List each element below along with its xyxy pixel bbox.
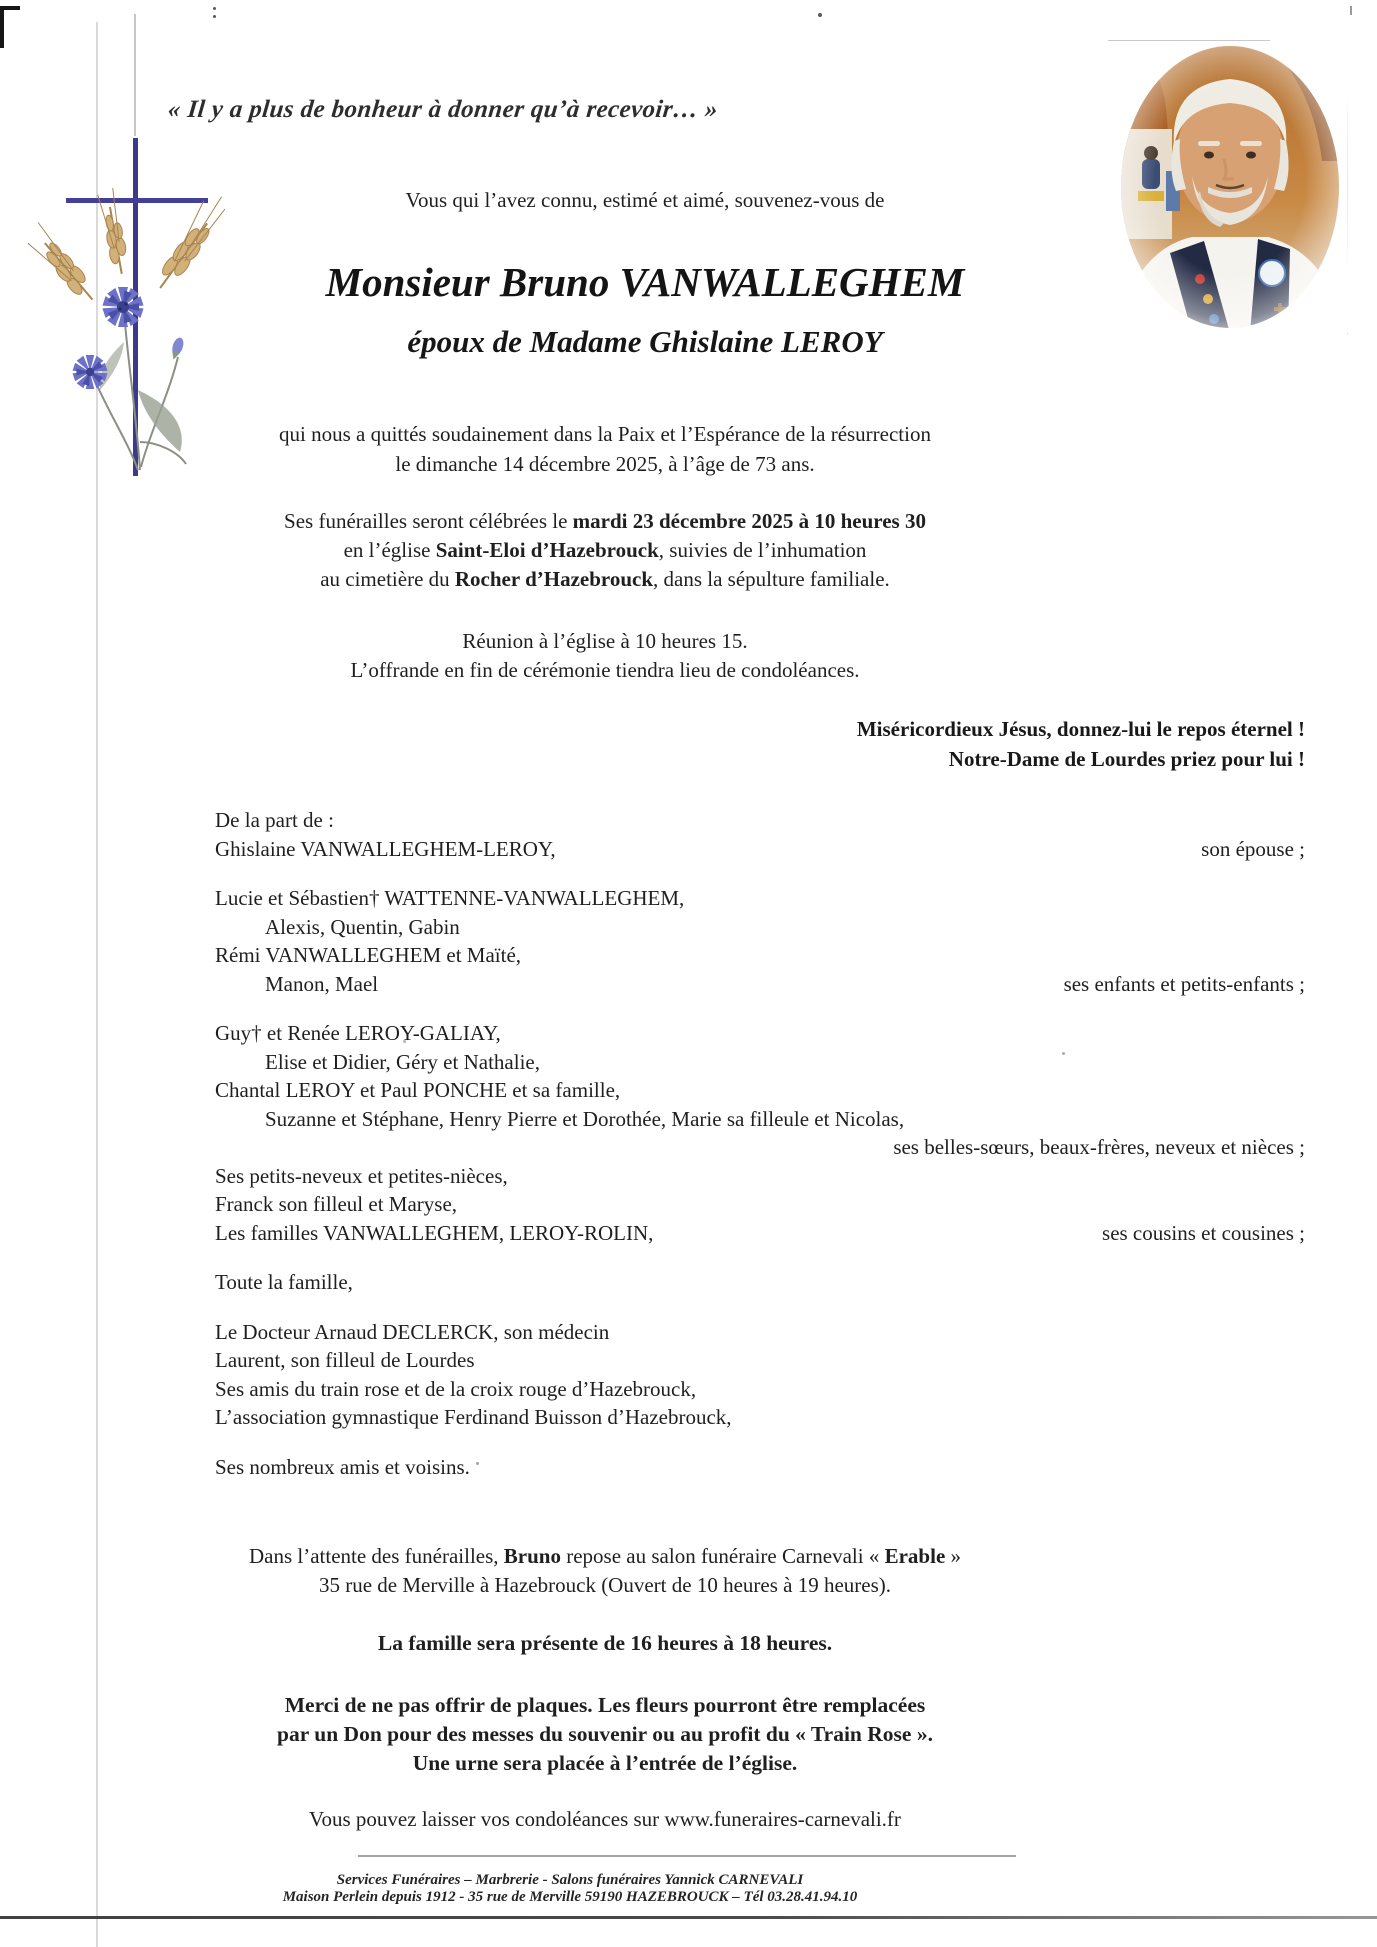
relation-label: ses belles-sœurs, beaux-frères, neveux et nièces ; xyxy=(893,1135,1305,1159)
death-paragraph xyxy=(135,419,1075,479)
death-line: le dimanche 14 décembre 2025, à l’âge de 73 ans. xyxy=(395,452,815,476)
family-member: Suzanne et Stéphane, Henry Pierre et Dorothée, Marie sa filleule et Nicolas, xyxy=(265,1106,905,1131)
family-member: Ghislaine VANWALLEGHEM-LEROY, xyxy=(215,836,556,861)
family-member: Franck son filleul et Maryse, xyxy=(215,1192,458,1216)
footer-line: Maison Perlein depuis 1912 - 35 rue de Merville 59190 HAZEBROUCK – Tél 03.28.41.94.10 xyxy=(282,1889,858,1905)
wake-paragraph xyxy=(135,1542,1075,1600)
scan-speck xyxy=(213,7,216,10)
relation-label: ses cousins et cousines ; xyxy=(1102,1220,1305,1245)
family-row xyxy=(215,835,1305,864)
page-bottom-rule xyxy=(0,1916,1377,1919)
flowers-notice xyxy=(135,1691,1075,1778)
meeting-paragraph xyxy=(135,627,1075,685)
family-row xyxy=(215,941,1305,970)
family-row xyxy=(215,1268,1305,1297)
family-member: Chantal LEROY et Paul PONCHE et sa famille, xyxy=(215,1078,621,1102)
family-row xyxy=(215,1346,1305,1375)
flowers-line: par un Don pour des messes du souvenir ou au profit du « Train Rose ». xyxy=(277,1722,933,1746)
family-member: L’association gymnastique Ferdinand Buisson d’Hazebrouck, xyxy=(215,1405,732,1429)
family-list xyxy=(215,806,1305,1481)
family-member: Laurent, son filleul de Lourdes xyxy=(215,1348,475,1372)
family-member: Toute la famille, xyxy=(215,1270,353,1294)
death-line: qui nous a quittés soudainement dans la Paix et l’Espérance de la résurrection xyxy=(279,422,931,446)
meeting-line: L’offrande en fin de cérémonie tiendra lieu de condoléances. xyxy=(350,658,860,682)
family-row xyxy=(215,913,1305,942)
family-member: Ses nombreux amis et voisins. xyxy=(215,1454,470,1479)
family-row xyxy=(215,1318,1305,1347)
family-member: Manon, Mael xyxy=(265,971,379,996)
funeral-line: Ses funérailles seront célébrées le mardi 23 décembre 2025 à 10 heures 30 xyxy=(284,509,926,533)
opening-quote: « Il y a plus de bonheur à donner qu’à recevoir… » xyxy=(166,96,720,123)
prayer-invocation xyxy=(560,714,1305,774)
prayer-line: Notre-Dame de Lourdes priez pour lui ! xyxy=(948,747,1305,771)
intro-line: Vous qui l’avez connu, estimé et aimé, souvenez-vous de xyxy=(405,188,885,212)
family-member: Le Docteur Arnaud DECLERCK, son médecin xyxy=(215,1319,610,1344)
scan-speck xyxy=(818,13,822,17)
funeral-line: en l’église Saint-Eloi d’Hazebrouck, suivies de l’inhumation xyxy=(343,538,867,562)
family-member: Ses amis du train rose et de la croix rouge d’Hazebrouck, xyxy=(215,1376,697,1401)
family-row xyxy=(215,1190,1305,1219)
family-row xyxy=(215,1453,1305,1482)
family-row xyxy=(215,806,1305,835)
family-row xyxy=(215,1076,1305,1105)
family-row xyxy=(215,970,1305,999)
family-row xyxy=(215,1133,1305,1162)
flowers-line: Merci de ne pas offrir de plaques. Les fleurs pourront être remplacées xyxy=(284,1693,926,1717)
footer-line: Services Funéraires – Marbrerie - Salons funéraires Yannick CARNEVALI xyxy=(336,1872,804,1888)
family-member: Guy† et Renée LEROY-GALIAY, xyxy=(215,1021,501,1045)
funeral-paragraph xyxy=(135,507,1075,594)
condolences-website-line: Vous pouvez laisser vos condoléances sur www.funeraires-carnevali.fr xyxy=(309,1807,901,1831)
relation-label: son épouse ; xyxy=(1201,836,1305,861)
relation-label: ses enfants et petits-enfants ; xyxy=(1063,971,1305,996)
family-member: Lucie et Sébastien† WATTENNE-VANWALLEGHEM, xyxy=(215,886,685,910)
scan-speck xyxy=(1350,6,1352,15)
family-member: Alexis, Quentin, Gabin xyxy=(265,914,460,939)
family-presence-line: La famille sera présente de 16 heures à 18 heures. xyxy=(377,1631,833,1655)
family-member: De la part de : xyxy=(215,808,334,832)
family-row xyxy=(215,884,1305,913)
family-row xyxy=(215,1105,1305,1134)
footer-divider xyxy=(358,1855,1016,1857)
family-member: Elise et Didier, Géry et Nathalie, xyxy=(265,1049,540,1074)
family-member: Les familles VANWALLEGHEM, LEROY-ROLIN, xyxy=(215,1220,654,1245)
wake-line: 35 rue de Merville à Hazebrouck (Ouvert de 10 heures à 19 heures). xyxy=(318,1573,891,1597)
family-row xyxy=(215,1375,1305,1404)
flowers-line: Une urne sera placée à l’entrée de l’église. xyxy=(412,1751,798,1775)
family-row xyxy=(215,1162,1305,1191)
wake-line: Dans l’attente des funérailles, Bruno repose au salon funéraire Carnevali « Erable » xyxy=(248,1544,962,1568)
family-member: Ses petits-neveux et petites-nièces, xyxy=(215,1163,508,1188)
funeral-line: au cimetière du Rocher d’Hazebrouck, dans la sépulture familiale. xyxy=(320,567,890,591)
prayer-line: Miséricordieux Jésus, donnez-lui le repos éternel ! xyxy=(856,717,1305,741)
family-row xyxy=(215,1048,1305,1077)
spouse-line: époux de Madame Ghislaine LEROY xyxy=(407,324,883,359)
family-row xyxy=(215,1403,1305,1432)
family-member: Rémi VANWALLEGHEM et Maïté, xyxy=(215,943,522,967)
family-row xyxy=(215,1219,1305,1248)
meeting-line: Réunion à l’église à 10 heures 15. xyxy=(462,629,748,653)
scan-corner-mark xyxy=(0,6,20,48)
family-row xyxy=(215,1019,1305,1048)
portrait-photo xyxy=(1112,41,1348,333)
funeral-home-footer xyxy=(120,1872,1020,1906)
deceased-name: Monsieur Bruno VANWALLEGHEM xyxy=(325,259,965,305)
